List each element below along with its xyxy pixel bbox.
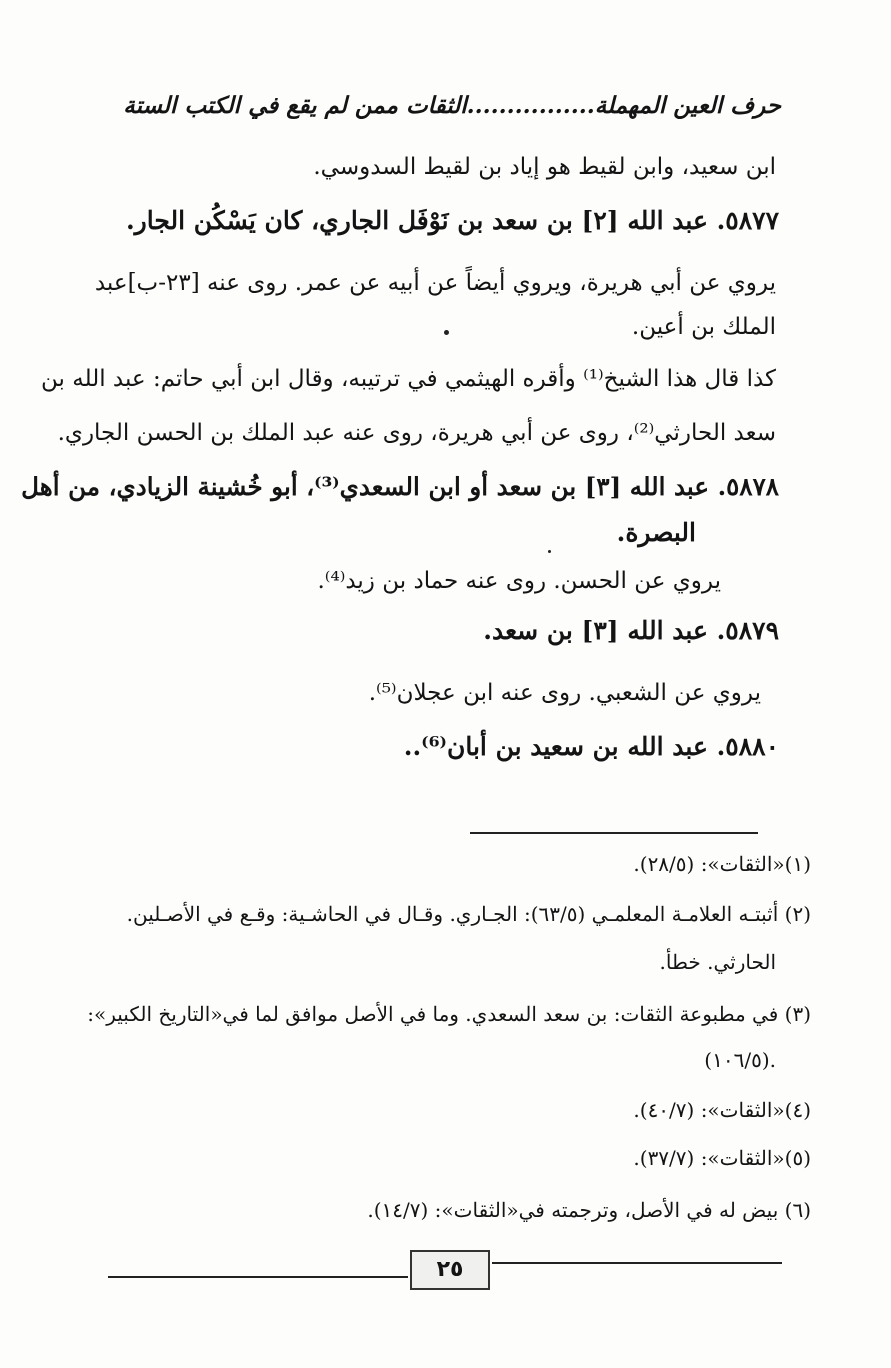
page-rule-left [108,1276,408,1278]
header-book: الثقات ممن لم يقع في الكتب الستة [123,92,467,119]
body-line-6: سعد الحارثي⁽²⁾، روى عن أبي هريرة، روى عنه عبد الملك بن الحسن الجاري. [57,420,776,446]
footnote-1: (١)«الثقات»: (٢٨/٥). [633,852,811,876]
footnote-separator [470,832,758,834]
entry-5878: ٥٨٧٨. عبد الله [٣] بن سعد أو ابن السعدي⁽³⁾، أبو خُشينة الزيادي، من أهل [21,472,779,501]
running-header [123,92,781,119]
body-line-5: كذا قال هذا الشيخ⁽¹⁾ وأقره الهيثمي في ترتيبه، وقال ابن أبي حاتم: عبد الله بن [41,366,776,392]
body-line-11: يروي عن الشعبي. روى عنه ابن عجلان⁽⁵⁾. [368,680,761,706]
entry-5880: ٥٨٨٠. عبد الله بن سعيد بن أبان⁽⁶⁾.. [403,732,779,761]
body-line-9: يروي عن الحسن. روى عنه حماد بن زيد⁽⁴⁾. [317,568,721,594]
footnote-3: (٣) في مطبوعة الثقات: بن سعد السعدي. وما في الأصل موافق لما في«التاريخ الكبير»: [87,1002,811,1026]
page-number: ٢٥ [410,1250,490,1290]
entry-5879: ٥٨٧٩. عبد الله [٣] بن سعد. [483,616,779,645]
footnote-2-cont: الحارثي. خطأ. [659,950,776,974]
footnote-6: (٦) بيض له في الأصل، وترجمته في«الثقات»: (١٤/٧). [367,1198,811,1222]
header-dots: ................ [466,92,595,119]
page-rule-right [492,1262,782,1264]
body-line-1: ابن سعيد، وابن لقيط هو إياد بن لقيط السدوسي. [313,154,776,180]
header-section: حرف العين المهملة [594,92,781,119]
body-line-4: الملك بن أعين. [631,314,776,340]
scan-speck [548,550,551,553]
entry-5878-cont: البصرة. [616,518,696,547]
scan-speck [444,330,449,335]
body-line-3: يروي عن أبي هريرة، ويروي أيضاً عن أبيه عن عمر. روى عنه [٢٣-ب]عبد [94,270,776,296]
footnote-5: (٥)«الثقات»: (٣٧/٧). [633,1146,811,1170]
footnote-2: (٢) أثبتـه العلامـة المعلمـي (٦٣/٥): الجـاري. وقـال في الحاشـية: وقـع في الأصـلين. [126,902,811,926]
entry-5877: ٥٨٧٧. عبد الله [٢] بن سعد بن نَوْفَل الجاري، كان يَسْكُن الجار. [125,206,779,235]
footnote-3-cont: (١٠٦/٥). [704,1048,776,1072]
footnote-4: (٤)«الثقات»: (٤٠/٧). [633,1098,811,1122]
